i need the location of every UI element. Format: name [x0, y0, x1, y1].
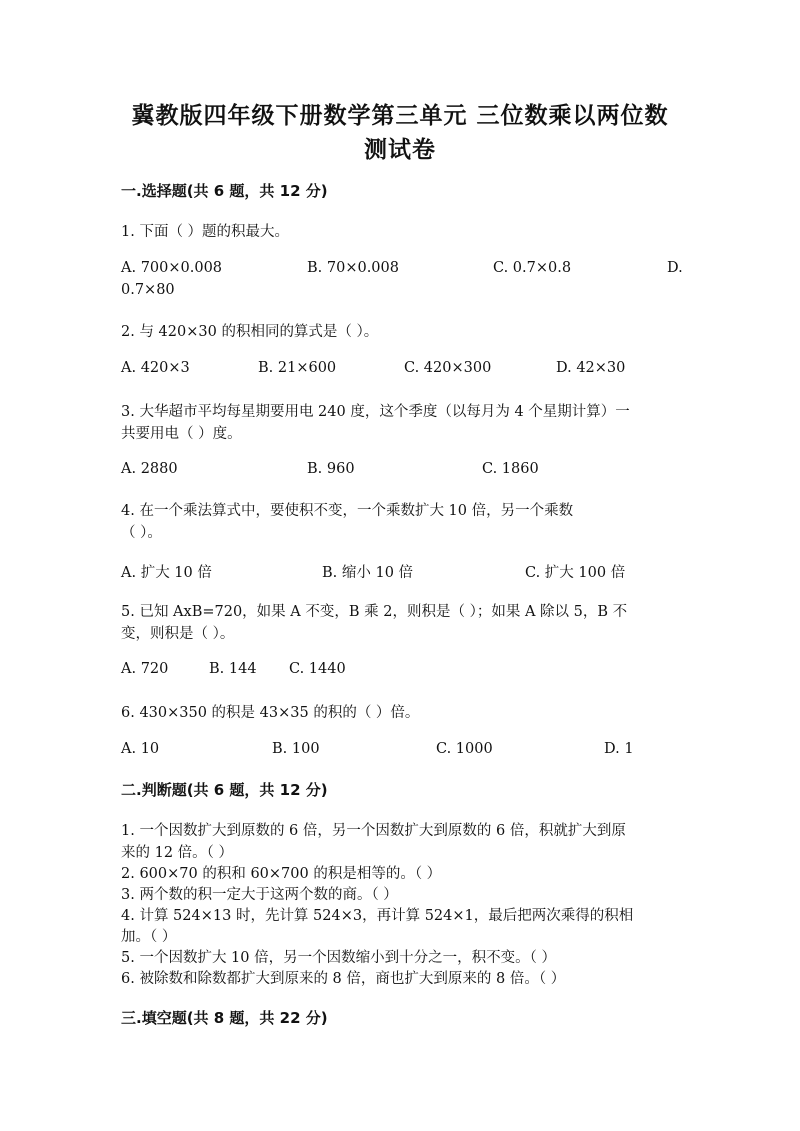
- question-4-line-1: 4. 在一个乘法算式中，要使积不变，一个乘数扩大 10 倍，另一个乘数: [121, 503, 574, 519]
- q1-option-a: A. 700×0.008: [121, 260, 223, 276]
- question-3-line-2: 共要用电（ ）度。: [121, 426, 242, 442]
- q6-option-b: B. 100: [272, 741, 320, 757]
- question-5-line-1: 5. 已知 AxB=720，如果 A 不变，B 乘 2，则积是（ ）；如果 A 除以 5，B 不: [121, 604, 628, 620]
- q1-option-c: C. 0.7×0.8: [493, 260, 572, 276]
- q4-option-b: B. 缩小 10 倍: [322, 565, 414, 581]
- q2-option-a: A. 420×3: [121, 360, 190, 376]
- judgement-line-2: 来的 12 倍。（ ）: [121, 845, 234, 861]
- q5-option-b: B. 144: [209, 661, 257, 677]
- judgement-line-1: 1. 一个因数扩大到原数的 6 倍，另一个因数扩大到原数的 6 倍，积就扩大到原: [121, 823, 626, 839]
- question-1: 1. 下面（ ）题的积最大。: [121, 224, 290, 240]
- q1-option-d-value: 0.7×80: [121, 282, 175, 298]
- q3-option-a: A. 2880: [121, 461, 178, 477]
- q1-option-b: B. 70×0.008: [307, 260, 399, 276]
- q6-option-c: C. 1000: [436, 741, 493, 757]
- question-2: 2. 与 420×30 的积相同的算式是（ ）。: [121, 324, 379, 340]
- question-6: 6. 430×350 的积是 43×35 的积的（ ）倍。: [121, 705, 420, 721]
- judgement-line-7: 5. 一个因数扩大 10 倍，另一个因数缩小到十分之一，积不变。（ ）: [121, 950, 556, 966]
- judgement-line-5: 4. 计算 524×13 时，先计算 524×3，再计算 524×1，最后把两次乘得的积相: [121, 908, 634, 924]
- question-5-line-2: 变，则积是（ ）。: [121, 626, 235, 642]
- q2-option-b: B. 21×600: [258, 360, 337, 376]
- q5-option-a: A. 720: [121, 661, 169, 677]
- q6-option-a: A. 10: [121, 741, 160, 757]
- q3-option-c: C. 1860: [482, 461, 539, 477]
- q4-option-c: C. 扩大 100 倍: [525, 565, 626, 581]
- question-3-line-1: 3. 大华超市平均每星期要用电 240 度，这个季度（以每月为 4 个星期计算）一: [121, 404, 630, 420]
- title-line-2: 测试卷: [364, 137, 436, 163]
- title-line-1: 冀教版四年级下册数学第三单元 三位数乘以两位数: [131, 103, 669, 129]
- q2-option-c: C. 420×300: [404, 360, 492, 376]
- q2-option-d: D. 42×30: [556, 360, 626, 376]
- judgement-line-3: 2. 600×70 的积和 60×700 的积是相等的。（ ）: [121, 866, 442, 882]
- q6-option-d: D. 1: [604, 741, 634, 757]
- q5-option-c: C. 1440: [289, 661, 346, 677]
- judgement-line-4: 3. 两个数的积一定大于这两个数的商。（ ）: [121, 887, 398, 903]
- judgement-line-8: 6. 被除数和除数都扩大到原来的 8 倍，商也扩大到原来的 8 倍。（ ）: [121, 971, 566, 987]
- q3-option-b: B. 960: [307, 461, 355, 477]
- judgement-line-6: 加。（ ）: [121, 929, 177, 945]
- section-heading-fill: 三.填空题(共 8 题，共 22 分): [121, 1009, 328, 1027]
- q1-option-d: D.: [667, 260, 683, 276]
- q4-option-a: A. 扩大 10 倍: [121, 565, 212, 581]
- question-4-line-2: （ ）。: [121, 525, 162, 541]
- section-heading-judgement: 二.判断题(共 6 题，共 12 分): [121, 781, 328, 799]
- section-heading-choice: 一.选择题(共 6 题，共 12 分): [121, 182, 328, 200]
